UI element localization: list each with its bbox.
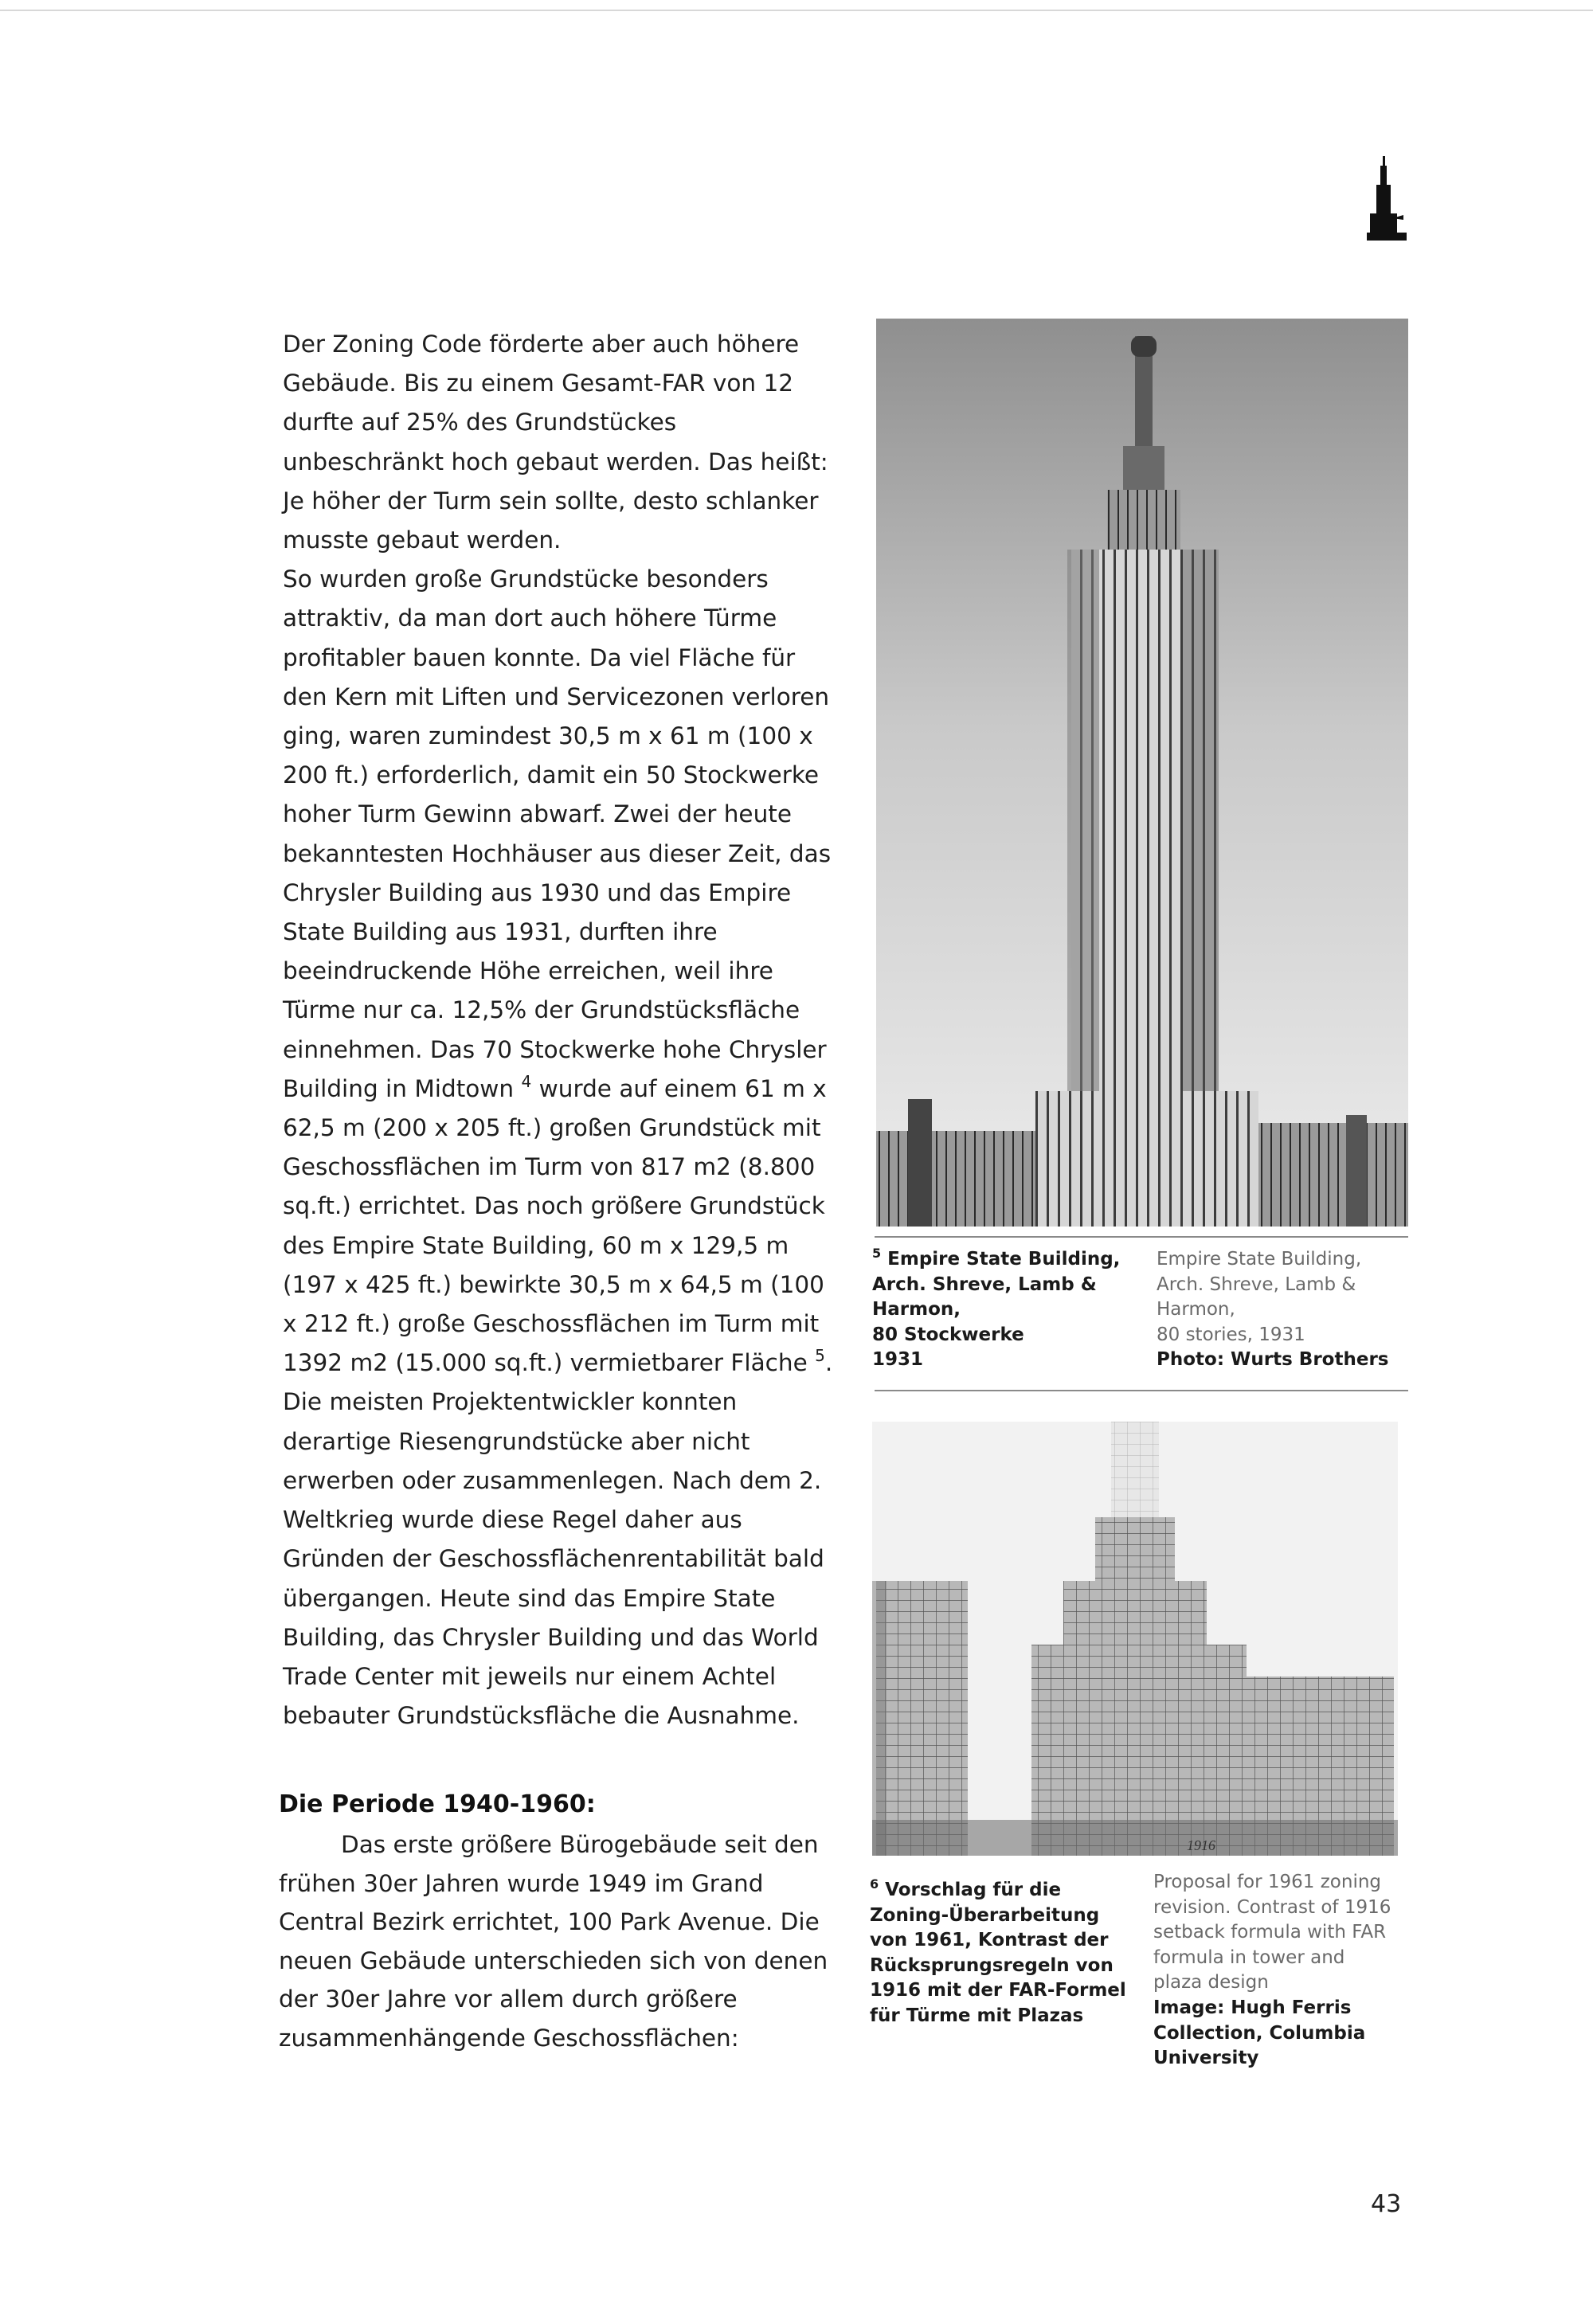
sketch-year-label: 1916 bbox=[1187, 1837, 1215, 1853]
figure6-number: 6 bbox=[870, 1876, 879, 1892]
paragraph-zoning: Der Zoning Code förderte aber auch höhere Gebäude. Bis zu einem Gesamt-FAR von 12 durfte auf 25% des Grundstückes unbeschränkt hoch gebaut werden. Das heißt: Je höher der Turm sein sollte, desto schlanker musste gebaut werden. bbox=[283, 331, 828, 554]
figure5-caption-de: $^5$ Empire State Building, Arch. Shreve, Lamb & Harmon, 80 Stockwerke 1931 bbox=[872, 1246, 1121, 1371]
zoning-proposal-sketch bbox=[872, 1422, 1398, 1856]
paragraph-large-lots: So wurden große Grundstücke besonders attraktiv, da man dort auch höhere Türme profitabler bauen konnte. Da viel Fläche für den Kern mit Liften und Servicezonen verloren ging, waren zumindest 30,5 m x 61 m (100 x 200 ft.) erforderlich, damit ein 50 Stockwerke hoher Turm Gewinn abwarf. Zwei der heute bekanntesten Hochhäuser aus dieser Zeit, das Chrysler Building aus 1930 und das Empire State Building aus 1931, durften ihre beeindruckende Höhe erreichen, weil ihre Türme nur ca. 12,5% der Grundstücksfläche einnehmen. Das 70 Stockwerke hohe Chrysler Building in Midtown $^4$ wurde auf einem 61 m x 62,5 m (200 x 205 ft.) großen Grundstück mit Geschossflächen im Turm von 817 m2 (8.800 sq.ft.) errichtet. Das noch größere Grundstück des Empire State Building, 60 m x 129,5 m (197 x 425 ft.) bewirkte 30,5 m x 64,5 m (100 x 212 ft.) große Geschossflächen im Turm mit 1392 m2 (15.000 sq.ft.) vermietbarer Fläche $^5$. bbox=[283, 565, 833, 1377]
statue-of-liberty-logo bbox=[1367, 156, 1407, 241]
main-body-text bbox=[283, 325, 840, 1735]
figure6-caption-de: $^6$ Vorschlag für die Zoning-Überarbeitung von 1961, Kontrast der Rücksprungsregeln von 1916 mit der FAR-Formel für Türme mit Plazas bbox=[870, 1876, 1126, 2026]
figure5-caption-en: Empire State Building, Arch. Shreve, Lamb & Harmon, 80 stories, 1931 Photo: Wurts Brothers bbox=[1157, 1247, 1419, 1373]
figure5-divider bbox=[875, 1236, 1408, 1238]
page-number: 43 bbox=[1371, 2190, 1402, 2218]
figure6-credit: Image: Hugh Ferris bbox=[1153, 1997, 1352, 2018]
section-body bbox=[279, 1825, 836, 2058]
footnote-ref-4: 4 bbox=[521, 1071, 532, 1091]
figure6-caption-en: Proposal for 1961 zoning revision. Contrast of 1916 setback formula with FAR formula in tower and plaza design Image: Hugh Ferris Collection, Columbia University bbox=[1153, 1870, 1416, 2072]
empire-state-building-photo bbox=[876, 319, 1408, 1227]
figure5-credit: Photo: Wurts Brothers bbox=[1157, 1349, 1389, 1371]
paragraph-developers: Die meisten Projektentwickler konnten derartige Riesengrundstücke aber nicht erwerben oder zusammenlegen. Nach dem 2. Weltkrieg wurde diese Regel daher aus Gründen der Geschossflächenrentabilität bald übergangen. Heute sind das Empire State Building, das Chrysler Building und das World Trade Center mit jeweils nur einem Achtel bebauter Grundstücksfläche die Ausnahme. bbox=[283, 1388, 824, 1730]
figure5-number: 5 bbox=[872, 1246, 882, 1261]
figure6-divider bbox=[875, 1390, 1408, 1391]
top-rule bbox=[0, 10, 1593, 11]
section-paragraph: Das erste größere Bürogebäude seit den frühen 30er Jahren wurde 1949 im Grand Central Bezirk errichtet, 100 Park Avenue. Die neuen Gebäude unterschieden sich von denen der 30er Jahre vor allem durch größere zusammenhängende Geschossflächen: bbox=[279, 1831, 828, 2052]
section-heading: Die Periode 1940-1960: bbox=[279, 1790, 596, 1818]
footnote-ref-5: 5 bbox=[815, 1346, 825, 1366]
